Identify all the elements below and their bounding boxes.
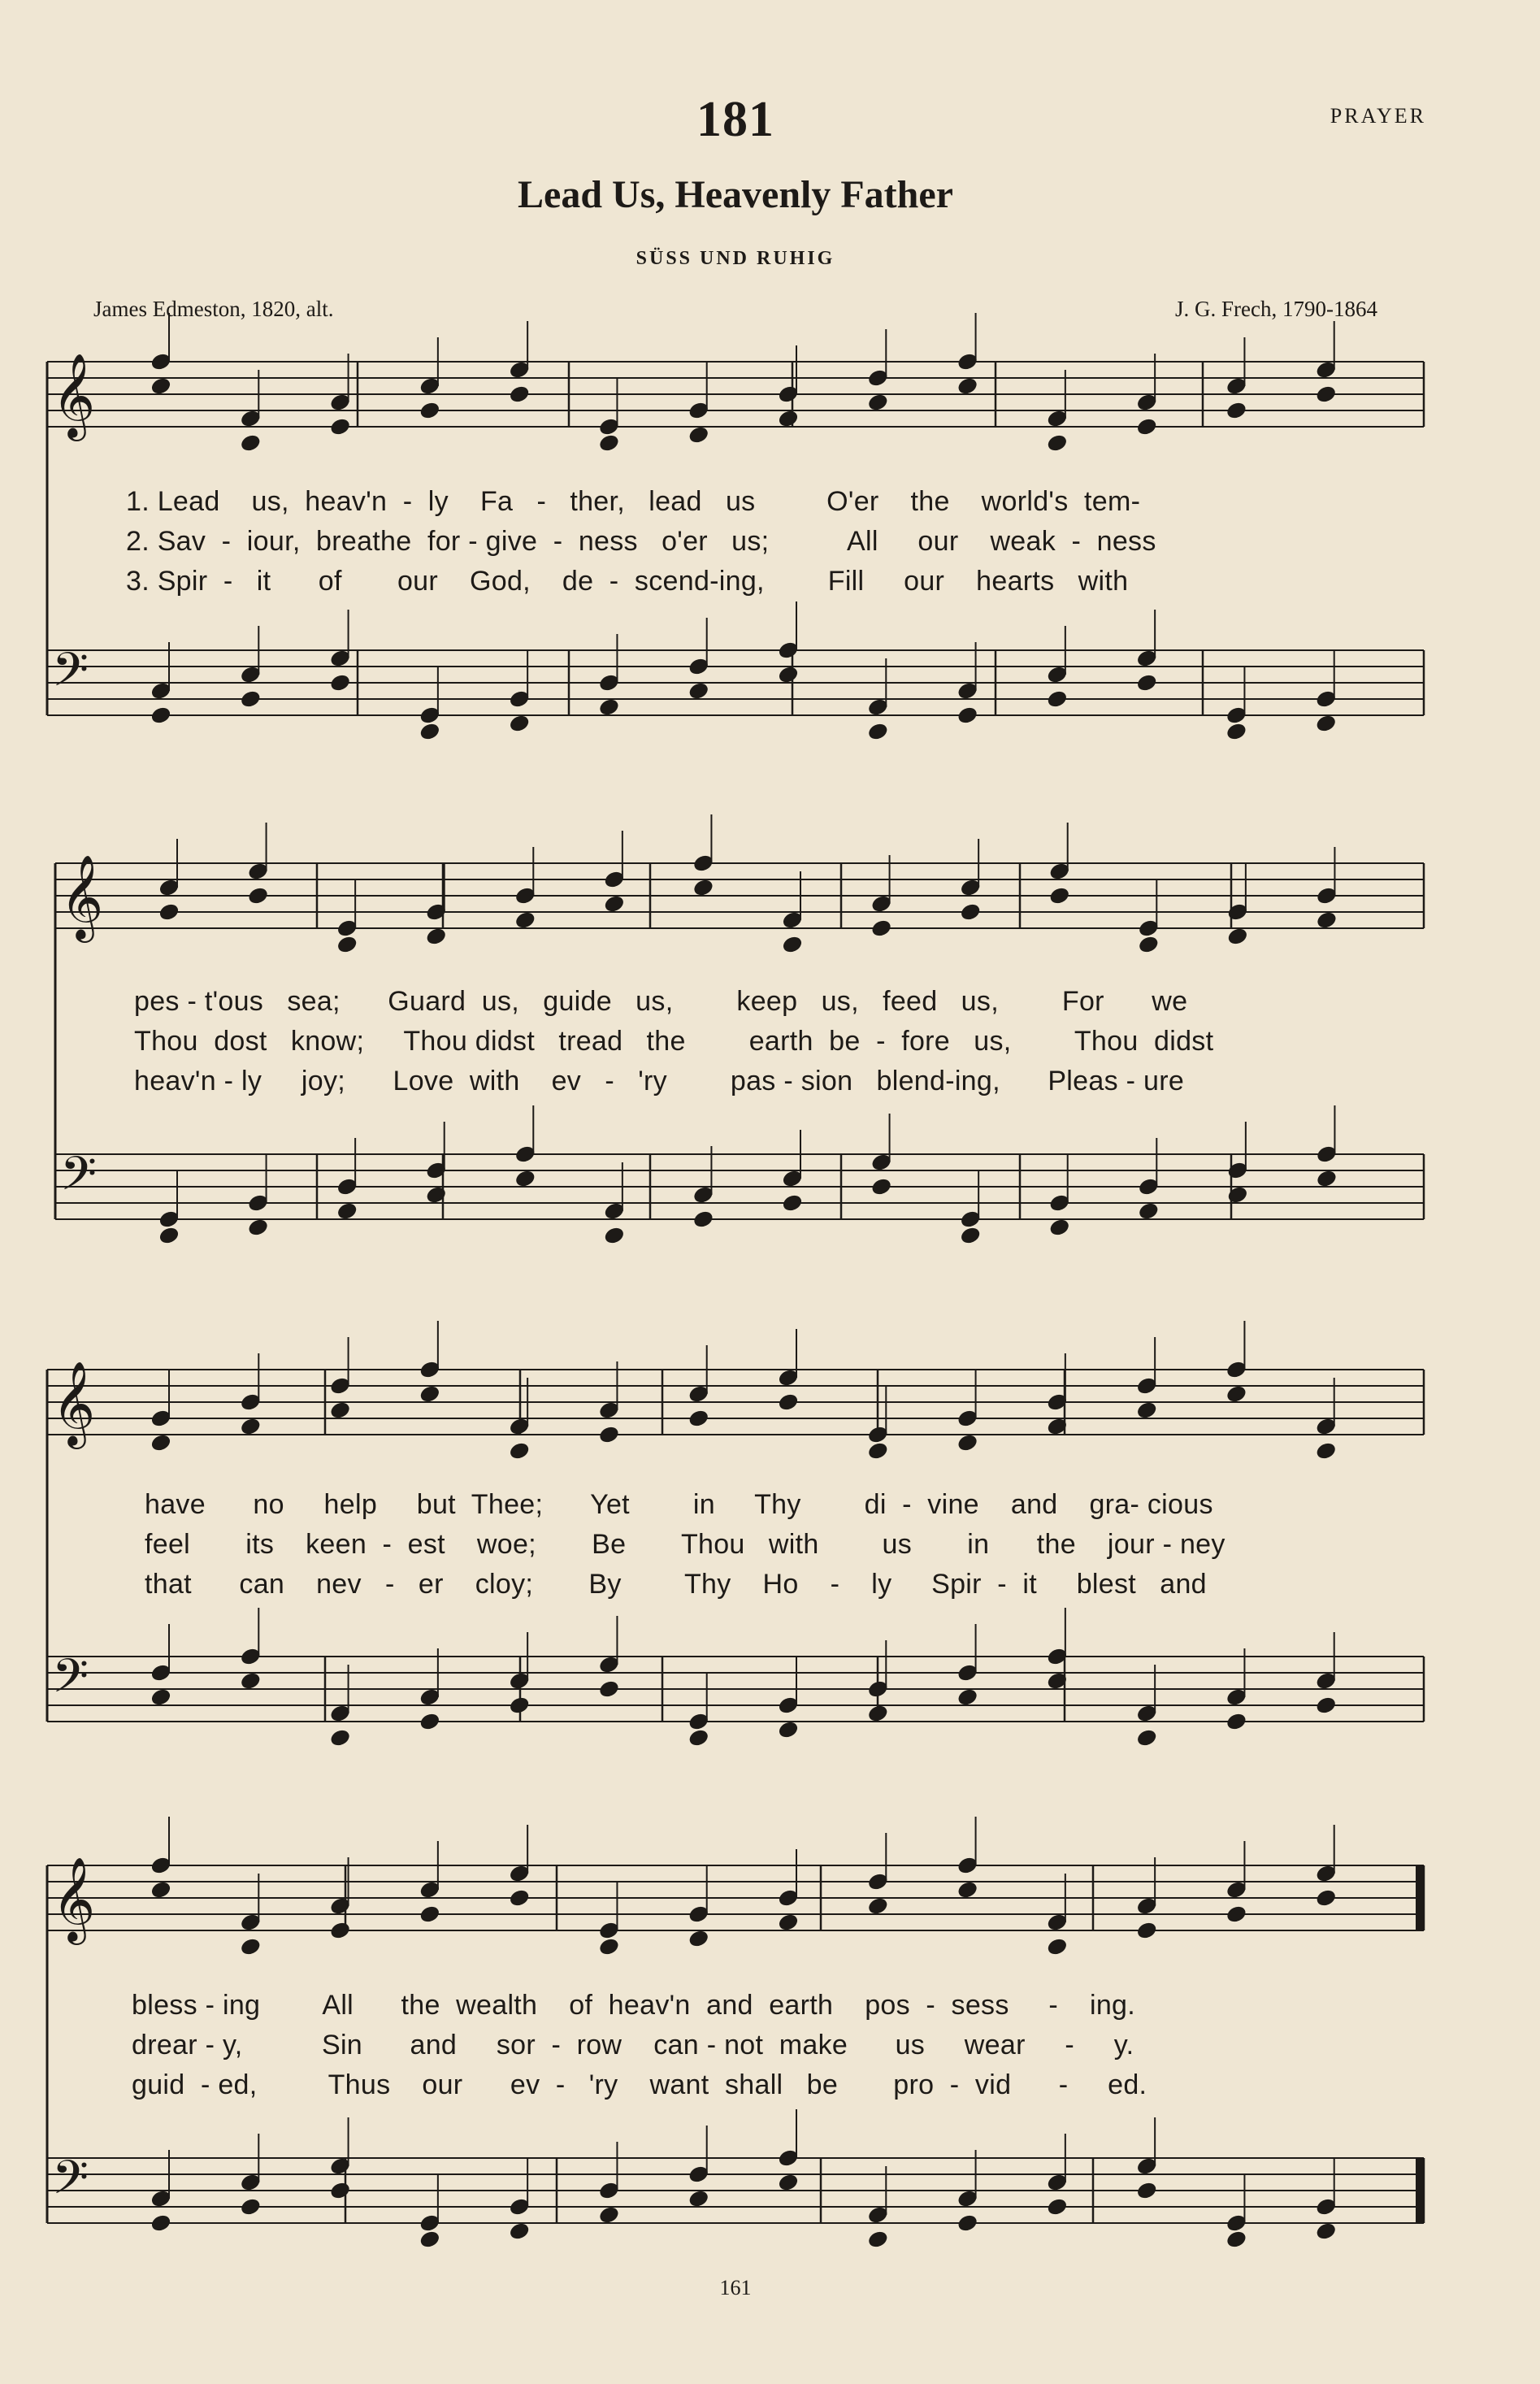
bass-clef: 𝄢 [52,642,89,709]
note-head [240,1417,262,1436]
note-head [1315,1888,1337,1908]
note-head [598,1425,620,1444]
note-head [867,1896,889,1916]
note-head [604,1226,626,1245]
note-head [604,894,626,914]
note-head [778,665,800,684]
note-head [692,1209,714,1229]
note-head [1225,1904,1247,1924]
note-head [1047,2197,1069,2217]
note-head [1136,1400,1158,1420]
section-label: PRAYER [1330,104,1426,128]
bass-clef: 𝄢 [52,1648,89,1715]
treble-clef: 𝄞 [52,353,96,438]
note-head [778,409,800,428]
note-head [1048,886,1070,905]
note-head [598,1937,620,1956]
note-head [419,2230,441,2249]
note-head [1136,673,1158,693]
note-head [1136,1921,1158,1940]
note-head [778,1392,800,1412]
lyric-line: 1. Lead us, heav'n - ly Fa - ther, lead us O'er the world's tem- [126,486,1141,517]
note-head [598,2205,620,2225]
composer-credit: J. G. Frech, 1790-1864 [1175,297,1377,321]
note-head [867,393,889,412]
note-head [247,886,269,905]
note-head [336,1201,358,1221]
note-head [1136,417,1158,436]
note-head [1136,1728,1158,1748]
lyric-line: 2. Sav - iour, breathe for - give - ness o'er us; All our weak - ness [126,526,1156,557]
lyric-line: that can nev - er cloy; By Thy Ho - ly Spir - it blest and [145,1569,1207,1600]
note-head [514,910,536,930]
author-credit: James Edmeston, 1820, alt. [93,297,334,321]
note-head [419,1712,441,1731]
note-head [509,1441,531,1461]
note-head [509,2221,531,2241]
note-head [688,425,709,445]
lyric-line: guid - ed, Thus our ev - 'ry want shall be pro - vid - ed. [132,2069,1147,2100]
note-head [688,2189,709,2208]
note-head [960,902,982,922]
note-head [867,2230,889,2249]
note-head [598,1679,620,1699]
note-head [960,1226,982,1245]
treble-clef: 𝄞 [52,1361,96,1446]
note-head [957,706,978,725]
note-head [598,697,620,717]
treble-clef: 𝄞 [52,1856,96,1942]
note-head [1225,1384,1247,1404]
page-number: 161 [719,2276,752,2299]
note-head [329,1728,351,1748]
note-head [1225,1712,1247,1731]
note-head [1315,384,1337,404]
note-head [1225,722,1247,741]
lyric-line: heav'n - ly joy; Love with ev - 'ry pas - sion blend-ing, Pleas - ure [134,1066,1185,1096]
note-head [1048,1218,1070,1237]
note-head [509,1888,531,1908]
lyric-line: drear - y, Sin and sor - row can - not make us wear - y. [132,2030,1134,2060]
note-head [1225,2230,1247,2249]
note-head [514,1169,536,1188]
note-head [240,1671,262,1691]
note-head [1138,1201,1160,1221]
note-head [957,2213,978,2233]
note-head [1047,1937,1069,1956]
note-head [329,673,351,693]
note-head [1047,433,1069,453]
note-head [867,1704,889,1723]
note-head [598,433,620,453]
note-head [509,714,531,733]
bass-clef: 𝄢 [60,1146,98,1213]
note-head [957,1687,978,1707]
lyric-line: have no help but Thee; Yet in Thy di - vine and gra- cious [145,1489,1213,1520]
lyric-line: feel its keen - est woe; Be Thou with us in the jour - ney [145,1529,1225,1560]
note-head [419,722,441,741]
note-head [240,689,262,709]
note-head [688,1929,709,1948]
note-head [419,401,441,420]
note-head [247,1218,269,1237]
note-head [870,918,892,938]
note-head [957,376,978,396]
note-head [329,417,351,436]
lyric-line: bless - ing All the wealth of heav'n and earth pos - sess - ing. [132,1990,1136,2021]
final-barline [1416,1865,1424,1930]
note-head [782,1193,804,1213]
bass-clef: 𝄢 [52,2150,89,2217]
note-head [1227,927,1249,946]
note-head [688,1409,709,1428]
final-barline [1416,2158,1424,2223]
note-head [425,927,447,946]
note-head [867,1441,889,1461]
note-head [1225,401,1247,420]
note-head [150,376,172,396]
note-head [419,1384,441,1404]
note-head [1138,935,1160,954]
note-head [329,1921,351,1940]
note-head [509,1696,531,1715]
note-head [957,1433,978,1453]
note-head [329,2181,351,2200]
treble-clef: 𝄞 [60,854,104,940]
note-head [870,1177,892,1196]
note-head [688,1728,709,1748]
note-head [688,681,709,701]
note-head [240,1937,262,1956]
note-head [782,935,804,954]
note-head [240,433,262,453]
note-head [867,722,889,741]
note-head [329,1400,351,1420]
note-head [692,878,714,897]
note-head [158,1226,180,1245]
note-head [150,1880,172,1900]
note-head [778,2173,800,2192]
note-head [419,1904,441,1924]
note-head [1315,714,1337,733]
note-head [778,1913,800,1932]
lyric-line: 3. Spir - it of our God, de - scend-ing, Fill our hearts with [126,566,1129,597]
hymn-title: Lead Us, Heavenly Father [518,173,953,216]
note-head [336,935,358,954]
note-head [957,1880,978,1900]
note-head [1315,1441,1337,1461]
note-head [509,384,531,404]
note-head [150,1687,172,1707]
lyric-line: pes - t'ous sea; Guard us, guide us, keep us, feed us, For we [134,986,1188,1017]
note-head [1136,2181,1158,2200]
note-head [158,902,180,922]
hymn-number: 181 [696,92,774,147]
note-head [150,706,172,725]
note-head [1316,1169,1338,1188]
note-head [150,1433,172,1453]
note-head [778,1720,800,1739]
note-head [240,2197,262,2217]
note-head [1047,689,1069,709]
note-head [1316,910,1338,930]
note-head [1227,1185,1249,1205]
note-head [1315,1696,1337,1715]
note-head [150,2213,172,2233]
lyric-line: Thou dost know; Thou didst tread the earth be - fore us, Thou didst [134,1026,1214,1057]
tune-name: SÜSS UND RUHIG [636,248,835,269]
note-head [1315,2221,1337,2241]
